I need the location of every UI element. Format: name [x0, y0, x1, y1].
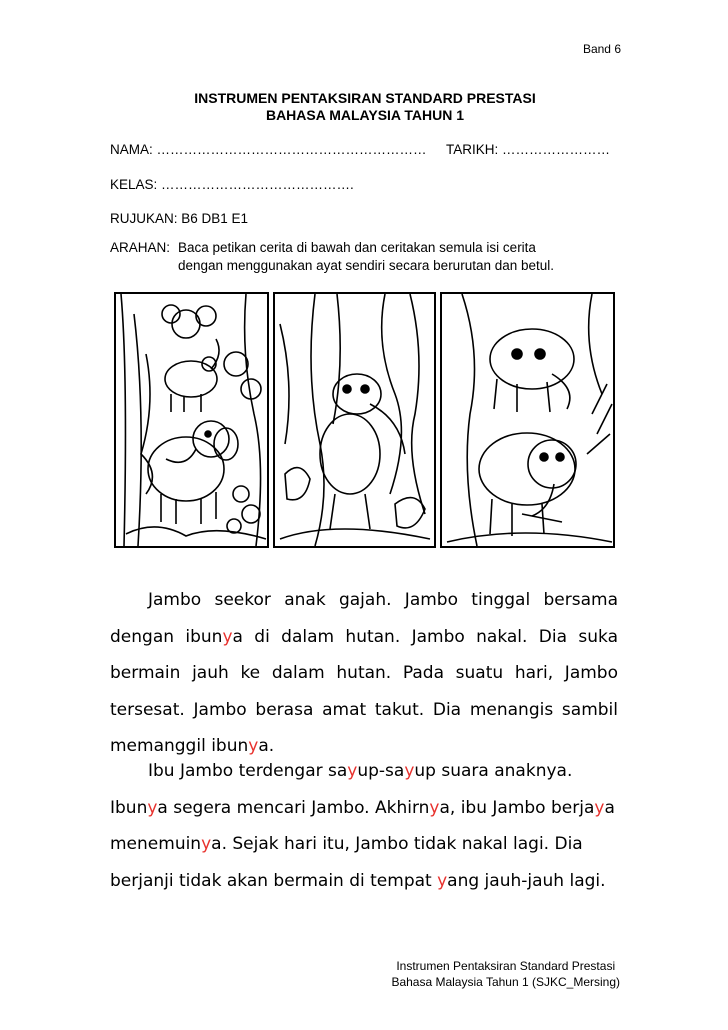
footer-line-2: Bahasa Malaysia Tahun 1 (SJKC_Mersing) — [391, 975, 620, 989]
highlighted-letter: y — [594, 797, 605, 818]
nama-field: NAMA: …………………………………………………… — [110, 142, 427, 157]
highlighted-letter: y — [404, 761, 415, 781]
tarikh-field: TARIKH: …………………… — [446, 142, 611, 157]
elephant-scene-1-image — [116, 294, 267, 546]
illustration-panel-1 — [114, 292, 269, 548]
page-title — [110, 90, 620, 124]
instructions — [110, 239, 630, 275]
story-paragraph-2 — [110, 753, 618, 899]
story-text: menemuin — [110, 834, 202, 854]
story-text: Ibun — [110, 797, 148, 818]
highlighted-letter: y — [429, 797, 440, 818]
story-text: a, ibu Jambo berja — [439, 797, 595, 818]
story-paragraph-1 — [110, 582, 618, 765]
kelas-field: KELAS: ……………………………………. — [110, 177, 354, 192]
band-label: Band 6 — [582, 42, 621, 56]
highlighted-letter: y — [222, 626, 233, 647]
story-text: up suara anaknya. — [414, 761, 573, 781]
story-text: a — [604, 797, 615, 818]
story-text: Jambo seekor anak gajah. Jambo tinggal bersama dengan ibun — [110, 590, 618, 647]
story-text: Ibu Jambo terdengar sa — [148, 761, 348, 781]
footer — [391, 958, 620, 990]
instructions-line-1: Baca petikan cerita di bawah dan ceritakan semula isi cerita — [178, 240, 536, 255]
elephant-scene-2-image — [275, 294, 434, 546]
instructions-line-2: dengan menggunakan ayat sendiri secara berurutan dan betul. — [178, 258, 555, 273]
highlighted-letter: y — [347, 761, 358, 781]
illustration-strip — [114, 292, 615, 548]
story-text: a. — [258, 736, 275, 756]
highlighted-letter: y — [437, 870, 448, 891]
illustration-panel-3 — [440, 292, 615, 548]
title-line-1: INSTRUMEN PENTAKSIRAN STANDARD PRESTASI — [194, 90, 536, 106]
story-text: ang jauh-jauh lagi. — [447, 870, 606, 891]
story-text: berjanji tidak akan bermain di tempat — [110, 870, 438, 891]
highlighted-letter: y — [147, 797, 158, 818]
story-text: up-sa — [357, 761, 405, 781]
story-text: a segera mencari Jambo. Akhirn — [157, 797, 430, 818]
illustration-panel-2 — [273, 292, 436, 548]
footer-line-1: Instrumen Pentaksiran Standard Prestasi — [396, 959, 616, 973]
rujukan-field: RUJUKAN: B6 DB1 E1 — [110, 211, 249, 226]
title-line-2: BAHASA MALAYSIA TAHUN 1 — [265, 107, 465, 123]
highlighted-letter: y — [248, 736, 259, 756]
elephant-scene-3-image — [442, 294, 613, 546]
instructions-label: ARAHAN: — [110, 240, 171, 255]
highlighted-letter: y — [201, 834, 212, 854]
story-text: a. Sejak hari itu, Jambo tidak nakal lagi. Dia — [211, 834, 583, 854]
story-text: a di dalam hutan. Jambo nakal. Dia suka bermain jauh ke dalam hutan. Pada suatu hari, Jambo tersesat. Jambo berasa amat takut. Dia menangis sambil memanggil ibun — [110, 626, 618, 756]
